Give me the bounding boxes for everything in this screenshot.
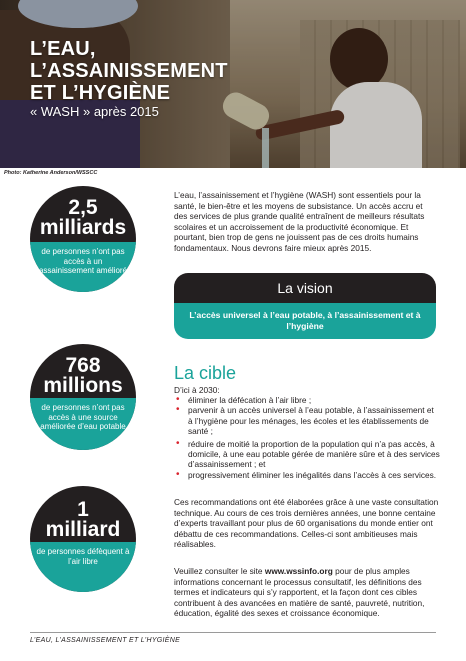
stat-text: de personnes n’ont pas accès à un assainissement amélioré (30, 242, 136, 292)
stat-circle-open-defecation (30, 486, 136, 592)
photo-credit: Photo: Katherine Anderson/WSSCC (4, 170, 98, 176)
stat-unit: milliard (45, 518, 121, 541)
stat-unit: milliards (39, 216, 127, 239)
list-item: • réduire de moitié la proportion de la population qui n’a pas accès, à domicile, à une eau potable gérée de manière sûre et à des services d’assainissement ; et (174, 439, 440, 470)
stat-number: 1 (77, 498, 89, 521)
vision-box (174, 273, 436, 341)
consultation-paragraph: Ces recommandations ont été élaborées grâce à une vaste consultation technique. Au cours de ces trois dernières années, une bonne centaine d’experts travaillant pour plus de 60 organisations du monde entier ont débattu de ces recommandations. Celles-ci sont ambitieuses mais réalisables. (174, 497, 439, 550)
page-subtitle: « WASH » après 2015 (30, 104, 159, 119)
stat-unit: millions (43, 374, 123, 397)
more-info-paragraph: Veuillez consulter le site www.wssinfo.org pour de plus amples informations concernant le processus consultatif, les définitions des termes et indicateurs qui s’y rapportent, et la façon dont ces cibles contribuent à des avancées en matière de santé, pauvreté, nutrition, éducation, égalité des sexes et croissance économique. (174, 566, 425, 619)
cible-deadline: D’ici à 2030: (174, 385, 220, 395)
stat-circle-water (30, 344, 136, 450)
list-item: • parvenir à un accès universel à l’eau potable, à l’assainissement et à l’hygiène pour les ménages, les écoles et les établissements de santé ; (174, 405, 440, 436)
stat-circle-sanitation (30, 186, 136, 292)
stat-text: de personnes n’ont pas accès à une source améliorée d’eau potable (30, 398, 136, 450)
page-title: L’EAU, L’ASSAINISSEMENT ET L’HYGIÈNE (30, 38, 228, 104)
vision-heading: La vision (174, 273, 436, 303)
list-item: • éliminer la défécation à l’air libre ; (174, 395, 440, 405)
stat-text: de personnes défèquent à l’air libre (30, 542, 136, 592)
footer-divider (30, 632, 436, 633)
intro-paragraph: L’eau, l’assainissement et l’hygiène (WASH) sont essentiels pour la santé, le bien-être et les moyens de subsistance. Un accès accru et des services de plus grande qualité entraînent de meilleurs résultats scolaires et un accroissement de la productivité économique. Et pourtant, bien trop de gens ne jouissent pas de ces droits humains fondamentaux. Nous devrons faire mieux après 2015. (174, 190, 425, 253)
website-link[interactable]: www.wssinfo.org (264, 566, 333, 576)
footer-title: L’EAU, L’ASSAINISSEMENT ET L’HYGIÈNE (30, 637, 181, 644)
stat-number: 768 (65, 354, 101, 377)
vision-statement: L’accès universel à l’eau potable, à l’assainissement et à l’hygiène (174, 303, 436, 339)
target-list (174, 395, 440, 480)
list-item: • progressivement éliminer les inégalités dans l’accès à ces services. (174, 470, 440, 480)
cible-heading: La cible (174, 363, 237, 383)
stat-number: 2,5 (68, 196, 98, 219)
